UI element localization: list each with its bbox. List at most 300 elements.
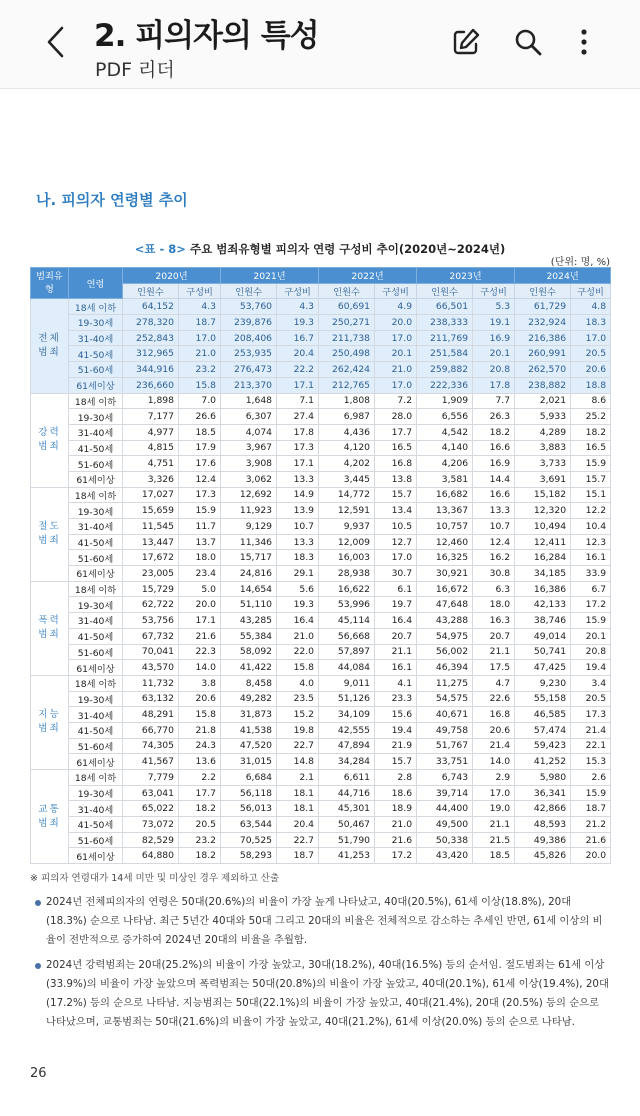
ratio-cell: 23.2 <box>179 362 221 378</box>
ratio-cell: 2.2 <box>179 770 221 786</box>
ratio-cell: 5.0 <box>179 581 221 597</box>
ratio-cell: 21.2 <box>571 817 611 833</box>
count-cell: 239,876 <box>221 315 277 331</box>
ratio-cell: 18.5 <box>179 424 221 440</box>
header-year: 2020년 <box>123 268 221 284</box>
ratio-cell: 17.6 <box>179 456 221 472</box>
count-cell: 1,898 <box>123 393 179 409</box>
ratio-cell: 6.7 <box>571 581 611 597</box>
age-cell: 18세 이하 <box>69 581 123 597</box>
ratio-cell: 17.7 <box>179 785 221 801</box>
count-cell: 31,015 <box>221 754 277 770</box>
ratio-cell: 17.3 <box>571 707 611 723</box>
ratio-cell: 33.9 <box>571 566 611 582</box>
count-cell: 45,826 <box>515 848 571 864</box>
ratio-cell: 12.4 <box>179 471 221 487</box>
count-cell: 12,591 <box>319 503 375 519</box>
count-cell: 211,738 <box>319 330 375 346</box>
age-cell: 41-50세 <box>69 534 123 550</box>
count-cell: 53,996 <box>319 597 375 613</box>
count-cell: 64,152 <box>123 299 179 315</box>
table-row <box>31 346 611 362</box>
count-cell: 50,338 <box>417 832 473 848</box>
count-cell: 8,458 <box>221 675 277 691</box>
count-cell: 216,386 <box>515 330 571 346</box>
count-cell: 46,585 <box>515 707 571 723</box>
count-cell: 57,474 <box>515 722 571 738</box>
count-cell: 9,129 <box>221 519 277 535</box>
table-row <box>31 817 611 833</box>
count-cell: 44,716 <box>319 785 375 801</box>
ratio-cell: 15.9 <box>571 456 611 472</box>
ratio-cell: 20.8 <box>473 362 515 378</box>
count-cell: 3,908 <box>221 456 277 472</box>
age-cell: 18세 이하 <box>69 675 123 691</box>
age-cell: 51-60세 <box>69 644 123 660</box>
ratio-cell: 4.9 <box>375 299 417 315</box>
ratio-cell: 14.4 <box>473 471 515 487</box>
count-cell: 3,967 <box>221 440 277 456</box>
table-row <box>31 519 611 535</box>
ratio-cell: 17.5 <box>473 660 515 676</box>
edit-icon <box>451 27 481 57</box>
count-cell: 13,447 <box>123 534 179 550</box>
ratio-cell: 27.4 <box>277 409 319 425</box>
count-cell: 34,109 <box>319 707 375 723</box>
count-cell: 58,092 <box>221 644 277 660</box>
count-cell: 12,460 <box>417 534 473 550</box>
count-cell: 4,815 <box>123 440 179 456</box>
ratio-cell: 4.3 <box>277 299 319 315</box>
count-cell: 56,118 <box>221 785 277 801</box>
ratio-cell: 15.7 <box>375 487 417 503</box>
count-cell: 278,320 <box>123 315 179 331</box>
count-cell: 12,411 <box>515 534 571 550</box>
count-cell: 48,593 <box>515 817 571 833</box>
table-row <box>31 691 611 707</box>
age-cell: 61세이상 <box>69 566 123 582</box>
count-cell: 59,423 <box>515 738 571 754</box>
count-cell: 28,938 <box>319 566 375 582</box>
count-cell: 51,790 <box>319 832 375 848</box>
ratio-cell: 18.9 <box>375 801 417 817</box>
ratio-cell: 13.9 <box>277 503 319 519</box>
ratio-cell: 13.4 <box>375 503 417 519</box>
crime-group <box>31 581 611 675</box>
ratio-cell: 21.0 <box>179 346 221 362</box>
age-stats-table <box>30 267 611 864</box>
summary-bullet: 2024년 강력범죄는 20대(25.2%)의 비율이 가장 높았고, 30대(18.2%), 40대(16.5%) 등의 순서임. 절도범죄는 61세 이상(33.9%)의 비율이 가장 높았으며 폭력범죄는 50대(20.8%)의 비율이 가장 높았고, 40대(20.1%), 61세 이상(19.4%), 20대(17.2%) 등의 순으로 나타남. 지능범죄는 50대(22.1%)의 비율이 가장 높았고, 40대(21.4%), 20대 (20.5%) 등의 순으로 나타났으며, 교통범죄는 50대(21.6%)의 비율이 가장 높았고, 40대(21.2%), 61세 이상(20.0%) 등의 순으로 나타남. <box>34 956 610 1032</box>
ratio-cell: 20.0 <box>179 597 221 613</box>
age-cell: 19-30세 <box>69 409 123 425</box>
ratio-cell: 14.0 <box>179 660 221 676</box>
count-cell: 48,291 <box>123 707 179 723</box>
count-cell: 3,581 <box>417 471 473 487</box>
count-cell: 50,467 <box>319 817 375 833</box>
ratio-cell: 16.3 <box>473 613 515 629</box>
count-cell: 6,743 <box>417 770 473 786</box>
table-row <box>31 424 611 440</box>
count-cell: 44,084 <box>319 660 375 676</box>
count-cell: 44,400 <box>417 801 473 817</box>
ratio-cell: 20.4 <box>277 346 319 362</box>
ratio-cell: 17.1 <box>179 613 221 629</box>
table-caption <box>0 241 640 257</box>
count-cell: 36,341 <box>515 785 571 801</box>
table-row <box>31 628 611 644</box>
ratio-cell: 16.1 <box>571 550 611 566</box>
count-cell: 54,575 <box>417 691 473 707</box>
ratio-cell: 18.7 <box>179 315 221 331</box>
more-options-button[interactable] <box>566 24 602 60</box>
ratio-cell: 22.2 <box>277 362 319 378</box>
count-cell: 15,729 <box>123 581 179 597</box>
count-cell: 11,545 <box>123 519 179 535</box>
age-cell: 41-50세 <box>69 628 123 644</box>
ratio-cell: 23.3 <box>375 691 417 707</box>
age-cell: 31-40세 <box>69 707 123 723</box>
age-cell: 61세이상 <box>69 471 123 487</box>
count-cell: 70,041 <box>123 644 179 660</box>
age-cell: 18세 이하 <box>69 393 123 409</box>
ratio-cell: 15.8 <box>277 660 319 676</box>
ratio-cell: 21.0 <box>375 817 417 833</box>
ratio-cell: 16.2 <box>473 550 515 566</box>
table-row <box>31 566 611 582</box>
count-cell: 45,301 <box>319 801 375 817</box>
count-cell: 3,062 <box>221 471 277 487</box>
crime-group <box>31 299 611 393</box>
table-row <box>31 707 611 723</box>
count-cell: 6,684 <box>221 770 277 786</box>
count-cell: 3,883 <box>515 440 571 456</box>
table-row <box>31 770 611 786</box>
back-button[interactable] <box>38 22 74 62</box>
count-cell: 15,717 <box>221 550 277 566</box>
ratio-cell: 25.2 <box>571 409 611 425</box>
count-cell: 31,873 <box>221 707 277 723</box>
ratio-cell: 20.1 <box>375 346 417 362</box>
age-cell: 31-40세 <box>69 424 123 440</box>
crime-type-label: 폭력범죄 <box>31 581 69 675</box>
summary-bullet: 2024년 전체피의자의 연령은 50대(20.6%)의 비율이 가장 높게 나타났고, 40대(20.5%), 61세 이상(18.8%), 20대(18.3%) 순으로 나타남. 최근 5년간 40대와 50대 그리고 20대의 비율은 전체적으로 감소하는 추세인 반면, 61세 이상의 비율이 전반적으로 증가하여 2024년 20대의 비율을 추월함. <box>34 893 610 950</box>
header-year: 2024년 <box>515 268 611 284</box>
ratio-cell: 17.7 <box>375 424 417 440</box>
count-cell: 63,132 <box>123 691 179 707</box>
header-ratio: 구성비 <box>375 283 417 299</box>
count-cell: 49,758 <box>417 722 473 738</box>
ratio-cell: 21.1 <box>473 817 515 833</box>
ratio-cell: 20.7 <box>473 628 515 644</box>
ratio-cell: 12.4 <box>473 534 515 550</box>
count-cell: 56,668 <box>319 628 375 644</box>
more-vertical-icon <box>579 27 589 57</box>
age-cell: 31-40세 <box>69 801 123 817</box>
count-cell: 4,289 <box>515 424 571 440</box>
table-row <box>31 597 611 613</box>
count-cell: 5,980 <box>515 770 571 786</box>
count-cell: 40,671 <box>417 707 473 723</box>
age-cell: 19-30세 <box>69 315 123 331</box>
ratio-cell: 18.5 <box>473 848 515 864</box>
ratio-cell: 17.8 <box>277 424 319 440</box>
count-cell: 213,370 <box>221 377 277 393</box>
ratio-cell: 16.4 <box>277 613 319 629</box>
age-cell: 19-30세 <box>69 691 123 707</box>
ratio-cell: 23.4 <box>179 566 221 582</box>
table-row <box>31 315 611 331</box>
ratio-cell: 5.6 <box>277 581 319 597</box>
count-cell: 222,336 <box>417 377 473 393</box>
count-cell: 7,779 <box>123 770 179 786</box>
age-cell: 41-50세 <box>69 722 123 738</box>
crime-group <box>31 487 611 581</box>
ratio-cell: 13.8 <box>375 471 417 487</box>
count-cell: 38,746 <box>515 613 571 629</box>
count-cell: 67,732 <box>123 628 179 644</box>
table-row <box>31 471 611 487</box>
header-count: 인원수 <box>123 283 179 299</box>
count-cell: 16,672 <box>417 581 473 597</box>
table-row <box>31 581 611 597</box>
count-cell: 3,733 <box>515 456 571 472</box>
count-cell: 9,011 <box>319 675 375 691</box>
ratio-cell: 28.0 <box>375 409 417 425</box>
ratio-cell: 16.7 <box>277 330 319 346</box>
count-cell: 41,567 <box>123 754 179 770</box>
ratio-cell: 14.9 <box>277 487 319 503</box>
ratio-cell: 21.1 <box>473 644 515 660</box>
table-row <box>31 440 611 456</box>
ratio-cell: 16.6 <box>473 440 515 456</box>
count-cell: 16,386 <box>515 581 571 597</box>
table-row <box>31 409 611 425</box>
ratio-cell: 18.2 <box>473 424 515 440</box>
count-cell: 41,422 <box>221 660 277 676</box>
ratio-cell: 21.4 <box>571 722 611 738</box>
table-row <box>31 738 611 754</box>
count-cell: 252,843 <box>123 330 179 346</box>
ratio-cell: 17.0 <box>375 377 417 393</box>
count-cell: 16,622 <box>319 581 375 597</box>
count-cell: 12,009 <box>319 534 375 550</box>
table-row <box>31 613 611 629</box>
count-cell: 47,520 <box>221 738 277 754</box>
ratio-cell: 17.8 <box>473 377 515 393</box>
count-cell: 16,325 <box>417 550 473 566</box>
ratio-cell: 20.6 <box>179 691 221 707</box>
crime-type-label: 절도범죄 <box>31 487 69 581</box>
count-cell: 253,935 <box>221 346 277 362</box>
count-cell: 49,014 <box>515 628 571 644</box>
count-cell: 63,544 <box>221 817 277 833</box>
ratio-cell: 26.3 <box>473 409 515 425</box>
age-cell: 51-60세 <box>69 362 123 378</box>
ratio-cell: 15.9 <box>571 785 611 801</box>
table-row <box>31 848 611 864</box>
count-cell: 49,386 <box>515 832 571 848</box>
age-cell: 41-50세 <box>69 817 123 833</box>
ratio-cell: 18.0 <box>179 550 221 566</box>
ratio-cell: 4.8 <box>571 299 611 315</box>
ratio-cell: 17.3 <box>277 440 319 456</box>
table-caption-tag: <표 - 8> <box>134 242 186 256</box>
ratio-cell: 17.0 <box>375 330 417 346</box>
crime-type-label: 강력범죄 <box>31 393 69 487</box>
ratio-cell: 21.6 <box>375 832 417 848</box>
age-cell: 18세 이하 <box>69 299 123 315</box>
count-cell: 6,987 <box>319 409 375 425</box>
crime-group <box>31 393 611 487</box>
header-count: 인원수 <box>319 283 375 299</box>
ratio-cell: 17.2 <box>375 848 417 864</box>
count-cell: 7,177 <box>123 409 179 425</box>
count-cell: 43,570 <box>123 660 179 676</box>
ratio-cell: 20.5 <box>571 691 611 707</box>
page-number: 26 <box>30 1066 47 1081</box>
count-cell: 15,659 <box>123 503 179 519</box>
ratio-cell: 21.6 <box>571 832 611 848</box>
table-row <box>31 503 611 519</box>
count-cell: 13,367 <box>417 503 473 519</box>
age-cell: 19-30세 <box>69 785 123 801</box>
count-cell: 63,041 <box>123 785 179 801</box>
count-cell: 6,556 <box>417 409 473 425</box>
ratio-cell: 19.3 <box>277 597 319 613</box>
ratio-cell: 6.3 <box>473 581 515 597</box>
ratio-cell: 21.1 <box>375 644 417 660</box>
ratio-cell: 22.7 <box>277 832 319 848</box>
count-cell: 211,769 <box>417 330 473 346</box>
ratio-cell: 21.6 <box>179 628 221 644</box>
back-arrow-icon <box>45 25 67 59</box>
ratio-cell: 22.0 <box>277 644 319 660</box>
ratio-cell: 17.0 <box>571 330 611 346</box>
count-cell: 4,202 <box>319 456 375 472</box>
count-cell: 4,120 <box>319 440 375 456</box>
count-cell: 45,114 <box>319 613 375 629</box>
ratio-cell: 30.7 <box>375 566 417 582</box>
count-cell: 58,293 <box>221 848 277 864</box>
ratio-cell: 29.1 <box>277 566 319 582</box>
count-cell: 250,271 <box>319 315 375 331</box>
ratio-cell: 16.4 <box>375 613 417 629</box>
header-crime-type: 범죄유형 <box>31 268 69 299</box>
ratio-cell: 7.2 <box>375 393 417 409</box>
age-cell: 51-60세 <box>69 456 123 472</box>
table-row <box>31 550 611 566</box>
ratio-cell: 18.8 <box>571 377 611 393</box>
ratio-cell: 17.0 <box>375 550 417 566</box>
ratio-cell: 2.1 <box>277 770 319 786</box>
count-cell: 3,691 <box>515 471 571 487</box>
ratio-cell: 15.3 <box>571 754 611 770</box>
count-cell: 250,498 <box>319 346 375 362</box>
ratio-cell: 2.6 <box>571 770 611 786</box>
count-cell: 47,648 <box>417 597 473 613</box>
ratio-cell: 20.6 <box>571 362 611 378</box>
ratio-cell: 20.6 <box>473 722 515 738</box>
count-cell: 16,284 <box>515 550 571 566</box>
count-cell: 4,542 <box>417 424 473 440</box>
count-cell: 1,909 <box>417 393 473 409</box>
ratio-cell: 16.8 <box>473 707 515 723</box>
ratio-cell: 20.4 <box>277 817 319 833</box>
ratio-cell: 16.1 <box>375 660 417 676</box>
count-cell: 260,991 <box>515 346 571 362</box>
table-row <box>31 722 611 738</box>
table-row <box>31 393 611 409</box>
count-cell: 4,751 <box>123 456 179 472</box>
count-cell: 33,751 <box>417 754 473 770</box>
count-cell: 312,965 <box>123 346 179 362</box>
count-cell: 5,933 <box>515 409 571 425</box>
count-cell: 11,346 <box>221 534 277 550</box>
count-cell: 11,732 <box>123 675 179 691</box>
ratio-cell: 2.8 <box>375 770 417 786</box>
count-cell: 82,529 <box>123 832 179 848</box>
table-row <box>31 487 611 503</box>
search-button[interactable] <box>510 24 546 60</box>
age-cell: 51-60세 <box>69 832 123 848</box>
count-cell: 47,894 <box>319 738 375 754</box>
count-cell: 16,003 <box>319 550 375 566</box>
count-cell: 17,027 <box>123 487 179 503</box>
ratio-cell: 10.7 <box>473 519 515 535</box>
count-cell: 262,570 <box>515 362 571 378</box>
count-cell: 1,648 <box>221 393 277 409</box>
count-cell: 3,445 <box>319 471 375 487</box>
table-row <box>31 832 611 848</box>
ratio-cell: 21.8 <box>179 722 221 738</box>
count-cell: 232,924 <box>515 315 571 331</box>
age-cell: 19-30세 <box>69 597 123 613</box>
ratio-cell: 15.6 <box>375 707 417 723</box>
count-cell: 259,882 <box>417 362 473 378</box>
header-count: 인원수 <box>515 283 571 299</box>
ratio-cell: 13.3 <box>277 534 319 550</box>
ratio-cell: 17.3 <box>179 487 221 503</box>
count-cell: 238,882 <box>515 377 571 393</box>
ratio-cell: 20.1 <box>571 628 611 644</box>
crime-type-label: 교통범죄 <box>31 770 69 864</box>
ratio-cell: 23.2 <box>179 832 221 848</box>
age-cell: 31-40세 <box>69 519 123 535</box>
header-ratio: 구성비 <box>473 283 515 299</box>
count-cell: 51,126 <box>319 691 375 707</box>
ratio-cell: 20.5 <box>179 817 221 833</box>
count-cell: 57,897 <box>319 644 375 660</box>
edit-button[interactable] <box>448 24 484 60</box>
count-cell: 238,333 <box>417 315 473 331</box>
table-row <box>31 644 611 660</box>
ratio-cell: 15.9 <box>179 503 221 519</box>
ratio-cell: 17.9 <box>179 440 221 456</box>
ratio-cell: 17.0 <box>473 785 515 801</box>
age-cell: 31-40세 <box>69 330 123 346</box>
age-cell: 51-60세 <box>69 550 123 566</box>
count-cell: 1,808 <box>319 393 375 409</box>
table-row <box>31 377 611 393</box>
ratio-cell: 21.5 <box>473 832 515 848</box>
count-cell: 65,022 <box>123 801 179 817</box>
search-icon <box>513 27 543 57</box>
ratio-cell: 20.0 <box>375 315 417 331</box>
header-age: 연령 <box>69 268 123 299</box>
ratio-cell: 21.4 <box>473 738 515 754</box>
ratio-cell: 18.1 <box>277 801 319 817</box>
ratio-cell: 13.3 <box>277 471 319 487</box>
